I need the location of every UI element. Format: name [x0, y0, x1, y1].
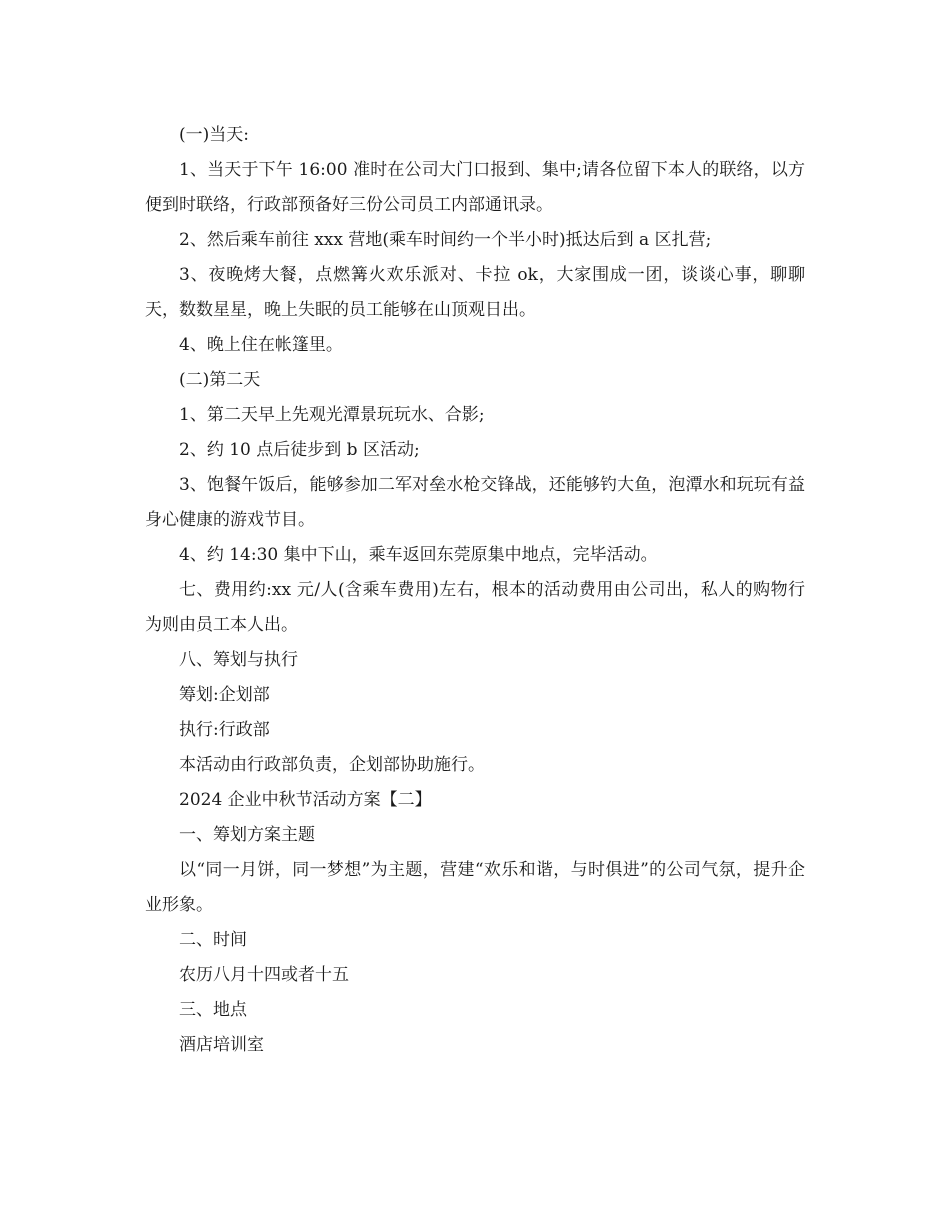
- paragraph-day-two-item-1: 1、第二天早上先观光潭景玩玩水、合影;: [179, 405, 485, 425]
- paragraph-responsibility: 本活动由行政部负责，企划部协助施行。: [179, 755, 485, 775]
- paragraph-day-one-item-1: 1、当天于下午 16:00 准时在公司大门口报到、集中;请各位留下本人的联络，以方便到时联络，行政部预备好三份公司员工内部通讯录。: [145, 160, 805, 215]
- paragraph-planner: 筹划:企划部: [179, 685, 270, 705]
- paragraph-executor: 执行:行政部: [179, 720, 270, 740]
- paragraph-day-one-item-4: 4、晚上住在帐篷里。: [179, 335, 343, 355]
- paragraph-theme: 以“同一月饼，同一梦想”为主题，营建“欢乐和谐，与时俱进”的公司气氛，提升企业形象。: [145, 860, 805, 915]
- section-title-plan-two: 2024 企业中秋节活动方案【二】: [179, 790, 432, 810]
- heading-location: 三、地点: [179, 1000, 247, 1020]
- document-body: [145, 118, 805, 1063]
- paragraph-day-two-item-4: 4、约 14:30 集中下山，乘车返回东莞原集中地点，完毕活动。: [179, 545, 658, 565]
- heading-day-one: (一)当天:: [179, 125, 249, 145]
- paragraph-cost: 七、费用约:xx 元/人(含乘车费用)左右，根本的活动费用由公司出，私人的购物行为则由员工本人出。: [145, 580, 805, 635]
- heading-planning-execution: 八、筹划与执行: [179, 650, 298, 670]
- heading-theme: 一、筹划方案主题: [179, 825, 315, 845]
- paragraph-location: 酒店培训室: [179, 1035, 264, 1055]
- paragraph-day-one-item-3: 3、夜晚烤大餐，点燃篝火欢乐派对、卡拉 ok，大家围成一团，谈谈心事，聊聊天，数数星星，晚上失眠的员工能够在山顶观日出。: [145, 265, 805, 320]
- heading-day-two: (二)第二天: [179, 370, 261, 390]
- paragraph-time: 农历八月十四或者十五: [179, 965, 349, 985]
- paragraph-day-two-item-2: 2、约 10 点后徒步到 b 区活动;: [179, 440, 420, 460]
- paragraph-day-one-item-2: 2、然后乘车前往 xxx 营地(乘车时间约一个半小时)抵达后到 a 区扎营;: [179, 230, 712, 250]
- heading-time: 二、时间: [179, 930, 247, 950]
- paragraph-day-two-item-3: 3、饱餐午饭后，能够参加二军对垒水枪交锋战，还能够钓大鱼，泡潭水和玩玩有益身心健康的游戏节目。: [145, 475, 805, 530]
